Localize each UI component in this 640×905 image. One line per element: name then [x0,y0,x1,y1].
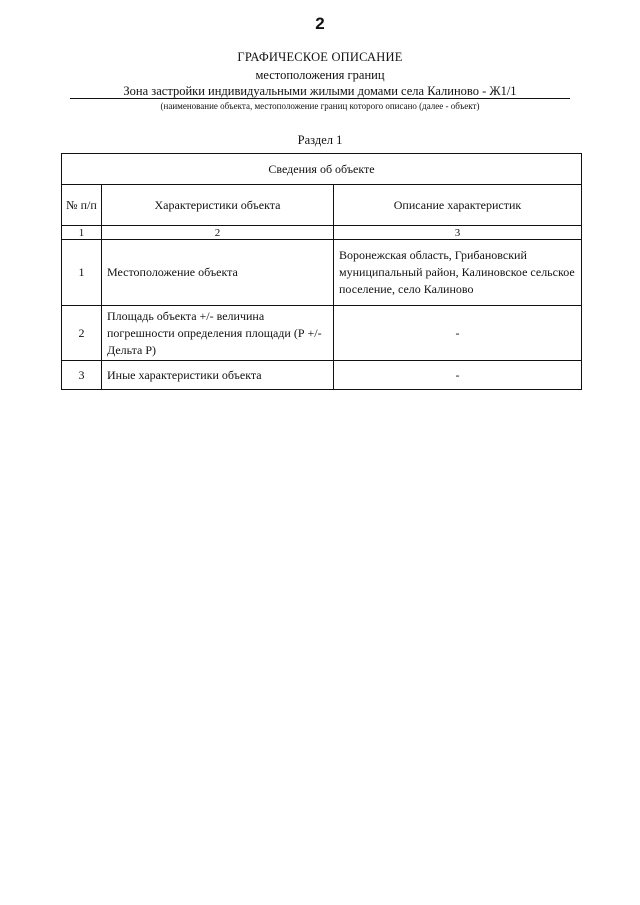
row-characteristic: Местоположение объекта [102,240,334,306]
header-number: № п/п [62,185,102,226]
row-characteristic: Иные характеристики объекта [102,361,334,390]
row-description: Воронежская область, Грибановский муниципальный район, Калиновское сельское поселение, село Калиново [334,240,582,306]
column-number-1: 1 [62,226,102,240]
table-row [62,240,582,306]
row-number: 3 [62,361,102,390]
row-number: 1 [62,240,102,306]
table-caption: Сведения об объекте [62,154,582,185]
table-caption-row [62,154,582,185]
document-title: ГРАФИЧЕСКОЕ ОПИСАНИЕ [237,50,403,64]
object-info-table [61,153,582,390]
table-row [62,306,582,361]
object-name: Зона застройки индивидуальными жилыми домами села Калиново - Ж1/1 [70,85,570,99]
header-description: Описание характеристик [334,185,582,226]
section-title: Раздел 1 [297,133,343,147]
object-name-hint: (наименование объекта, местоположение границ которого описано (далее - объект) [160,101,480,111]
header-characteristic: Характеристики объекта [102,185,334,226]
row-characteristic: Площадь объекта +/- величина погрешности определения площади (Р +/- Дельта Р) [102,306,334,361]
row-description: - [334,361,582,390]
table-row [62,361,582,390]
row-number: 2 [62,306,102,361]
document-subtitle: местоположения границ [255,68,385,82]
column-number-2: 2 [102,226,334,240]
table-header-row [62,185,582,226]
page-number: 2 [315,14,325,33]
row-description: - [334,306,582,361]
column-number-row [62,226,582,240]
column-number-3: 3 [334,226,582,240]
